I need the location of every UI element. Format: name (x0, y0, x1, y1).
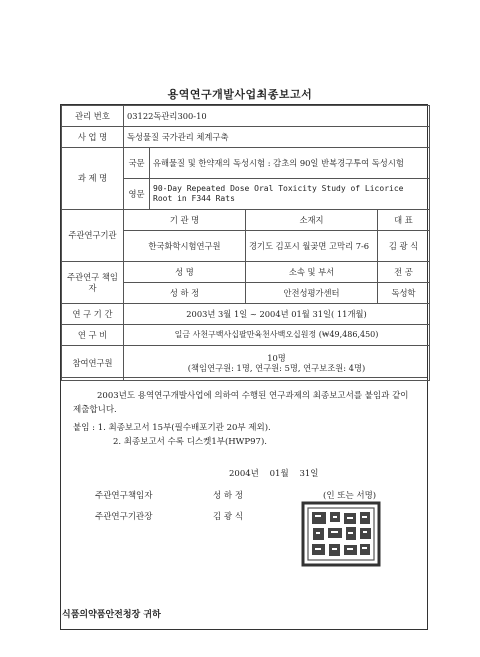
resp-name: 성 하 정 (124, 283, 246, 304)
inst-rep: 김 광 식 (378, 231, 430, 262)
english-label: 영문 (124, 179, 150, 210)
addressee-footer: 식품의약품안전청장 귀하 (62, 610, 161, 620)
report-date: 2004년 01월 31일 (229, 469, 319, 479)
sig2-name: 김 광 식 (213, 512, 244, 522)
period-label: 연 구 기 간 (62, 304, 124, 325)
staff-total: 10명 (267, 352, 286, 363)
resp-header-dept: 소속 및 부서 (246, 262, 378, 283)
attachment-2: 2. 최종보고서 수록 디스켓1부(HWP97). (113, 437, 267, 447)
project-label: 사 업 명 (62, 127, 124, 148)
sig1-name: 성 하 정 (213, 491, 244, 501)
resp-header-major: 전 공 (378, 262, 430, 283)
inst-location: 경기도 김포시 월곶면 고막리 7-6 (246, 231, 378, 262)
inst-name: 한국화학시험연구원 (124, 231, 246, 262)
resp-major: 독성학 (378, 283, 430, 304)
sig2-role: 주관연구기관장 (95, 512, 153, 522)
period-value: 2003년 3월 1일 ~ 2004년 01월 31일( 11개월) (124, 304, 430, 325)
resp-header-name: 성 명 (124, 262, 246, 283)
inst-header-loc: 소재지 (246, 210, 378, 231)
korean-title: 유해물질 및 한약재의 독성시험 : 감초의 90일 반복경구투여 독성시험 (150, 148, 430, 179)
project-value: 독성물질 국가관리 체계구축 (124, 127, 430, 148)
submission-paragraph: 2003년도 용역연구개발사업에 의하여 수행된 연구과제의 최종보고서를 붙임과 같이 제출합니다. (73, 391, 409, 415)
cost-label: 연 구 비 (62, 325, 124, 346)
english-title: 90-Day Repeated Dose Oral Toxicity Study of Licorice Root in F344 Rats (150, 179, 430, 210)
inst-header-rep: 대 표 (378, 210, 430, 231)
info-table (61, 105, 430, 381)
mgmt-value: 03122독관리300-10 (124, 106, 430, 127)
resp-label: 주관연구 책임자 (62, 262, 124, 304)
page-title: 용역연구개발사업최종보고서 (167, 88, 313, 101)
cost-value: 일금 사천구백사십팔만육천사백오십원정 (₩49,486,450) (124, 325, 430, 346)
inst-label: 주관연구기관 (62, 210, 124, 262)
resp-dept: 안전성평가센터 (246, 283, 378, 304)
task-label: 과 제 명 (62, 148, 124, 210)
mgmt-label: 관리 번호 (62, 106, 124, 127)
official-seal-stamp (300, 500, 382, 568)
staff-detail: (책임연구원: 1명, 연구원: 5명, 연구보조원: 4명) (187, 363, 366, 373)
sig1-role: 주관연구책임자 (95, 491, 153, 501)
staff-cell (124, 346, 430, 381)
inst-header-name: 기 관 명 (124, 210, 246, 231)
signature-row-2 (95, 510, 243, 524)
sig1-note: (인 또는 서명) (323, 491, 377, 501)
staff-label: 참여연구원 (62, 346, 124, 381)
attachment-1: 붙임 : 1. 최종보고서 15부(필수배포기관 20부 제외). (73, 423, 271, 433)
korean-label: 국문 (124, 148, 150, 179)
